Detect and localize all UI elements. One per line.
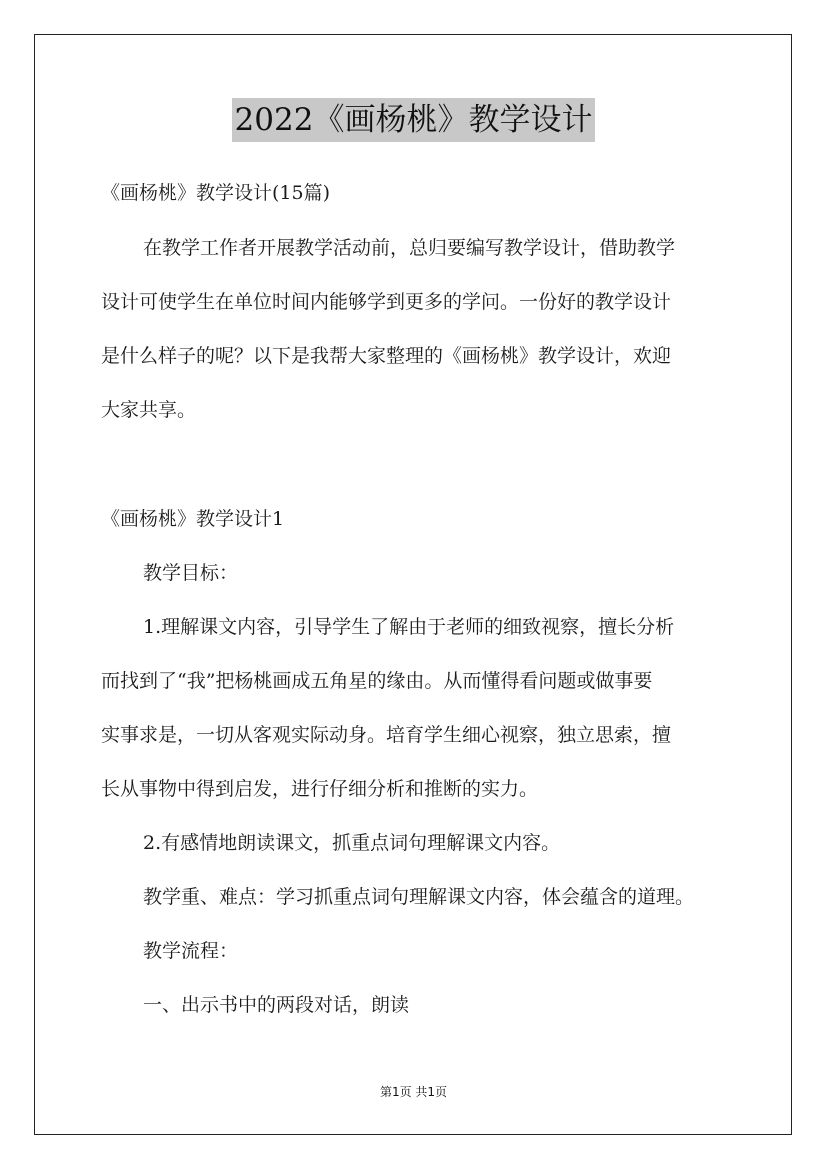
body-text-line: 长从事物中得到启发，进行仔细分析和推断的实力。 — [101, 778, 539, 800]
body-text-line: 实事求是，一切从客观实际动身。培育学生细心视察，独立思索，擅 — [101, 724, 672, 746]
body-text-line: 1.理解课文内容，引导学生了解由于老师的细致视察，擅长分析 — [143, 616, 675, 638]
body-text-line: 设计可使学生在单位时间内能够学到更多的学问。一份好的教学设计 — [101, 291, 672, 313]
body-text-line: 大家共享。 — [101, 399, 197, 421]
body-text-line: 而找到了“我”把杨桃画成五角星的缘由。从而懂得看问题或做事要 — [101, 670, 653, 692]
body-text-line: 教学重、难点：学习抓重点词句理解课文内容，体会蕴含的道理。 — [143, 886, 695, 908]
body-text-line: 2.有感情地朗读课文，抓重点词句理解课文内容。 — [143, 832, 561, 854]
body-text-line: 教学目标： — [143, 562, 239, 584]
body-text-line: 一、出示书中的两段对话，朗读 — [143, 994, 410, 1016]
title-container — [0, 98, 827, 142]
section-heading: 《画杨桃》教学设计1 — [101, 508, 285, 530]
document-title: 2022《画杨桃》教学设计 — [232, 98, 596, 142]
section-heading: 《画杨桃》教学设计(15篇) — [101, 182, 331, 204]
body-text-line: 在教学工作者开展教学活动前，总归要编写教学设计，借助教学 — [143, 237, 676, 259]
body-text-line: 教学流程： — [143, 940, 239, 962]
body-text-line: 是什么样子的呢？以下是我帮大家整理的《画杨桃》教学设计，欢迎 — [101, 345, 672, 367]
page-footer: 第1页 共1页 — [379, 1085, 448, 1099]
